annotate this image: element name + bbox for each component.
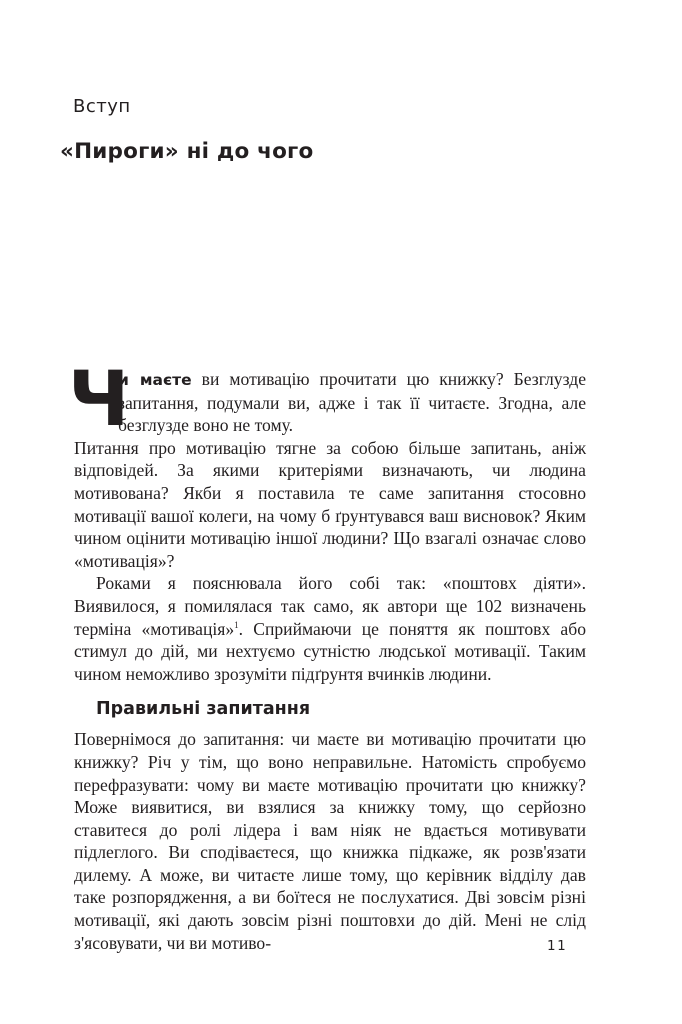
intro-paragraph	[68, 354, 586, 443]
section-label: Вступ	[73, 96, 131, 117]
paragraph: Питання про мотивацію тягне за собою більше запитань, аніж відповідей. За якими критеріями визначають, чи людина мотивована? Якби я поставила те саме запитання стосовно мотивації вашої колеги, на чому б ґрунтувався ваш висновок? Яким чином оцінити мотивацію іншої людини? Що взагалі означає слово «мотивація»?	[74, 437, 586, 571]
paragraph-with-footnote	[74, 572, 586, 685]
intro-text: ви мотивацію прочитати цю книжку? Безглузде запитання, подумали ви, адже і так її читаєте. Згодна, але безглузде воно не тому.	[118, 369, 586, 436]
lead-words: и маєте	[118, 371, 192, 389]
paragraph-text-before-note: Роками я пояснювала його собі так: «поштовх діяти». Виявилося, я помилялася так само, як автори ще 102 визначень терміна «мотивація»	[74, 573, 586, 639]
page-number: 11	[547, 938, 568, 954]
drop-cap: Ч	[68, 354, 130, 443]
chapter-title: «Пироги» ні до чого	[60, 139, 314, 164]
footnote-marker[interactable]: 1	[234, 619, 239, 630]
section-paragraph: Повернімося до запитання: чи маєте ви мотивацію прочитати цю книжку? Річ у тім, що воно неправильне. Натомість спробуємо перефразувати: чому ви маєте мотивацію прочитати цю книжку? Може виявитися, ви взялися за книжку тому, що серйозно ставитеся до ролі лідера і вам ніяк не вдається мотивувати підлеглого. Ви сподіваєтеся, що книжка підкаже, як розв'язати дилему. А може, ви читаєте лише тому, що керівник відділу дав таке розпорядження, а ви боїтеся не послухатися. Дві зовсім різні мотивації, які дають зовсім різні поштовхи до дій. Мені не слід з'ясовувати, чи ви мотиво-	[74, 729, 586, 953]
body-text	[68, 354, 586, 954]
section-heading: Правильні запитання	[96, 699, 311, 720]
paragraph-text-after-note: . Сприймаючи це поняття як поштовх або стимул до дій, ми нехтуємо сутністю людської мотивації. Таким чином неможливо зрозуміти підґрунтя вчинків людини.	[74, 618, 586, 684]
